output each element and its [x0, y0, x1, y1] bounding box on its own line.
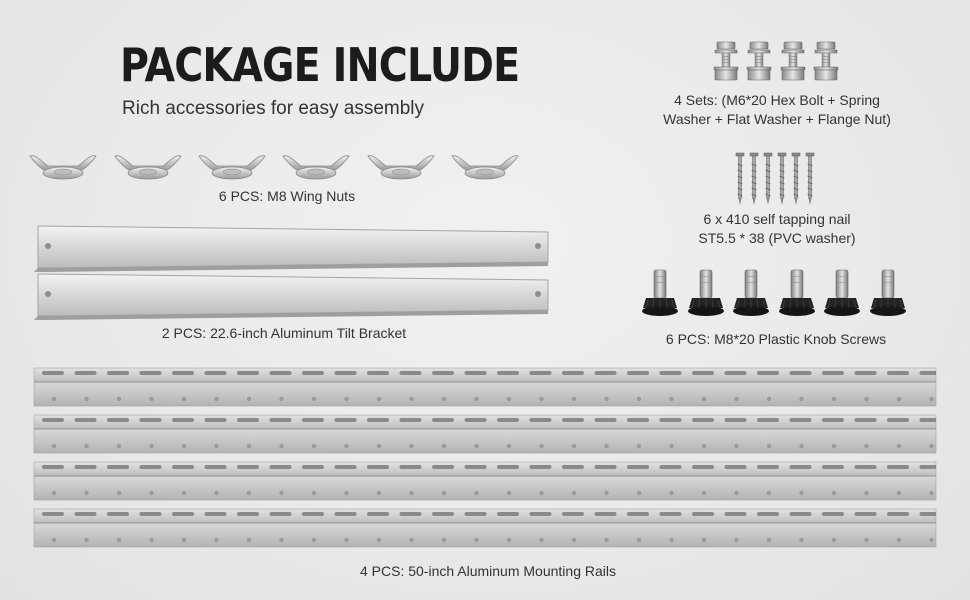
mounting-rail-icon [32, 366, 938, 554]
nail-caption-line2: ST5.5 * 38 (PVC washer) [698, 230, 856, 246]
wing-nut-caption: 6 PCS: M8 Wing Nuts [218, 188, 356, 204]
hex-bolt-caption-line1: 4 Sets: (M6*20 Hex Bolt + Spring [674, 92, 880, 108]
tilt-bracket-icon [30, 224, 555, 320]
self-tapping-nail-icon [730, 150, 825, 208]
hex-bolt-icon [706, 40, 846, 86]
wing-nut-icon [28, 150, 528, 186]
page-title: PACKAGE INCLUDE [120, 38, 520, 92]
hex-bolt-caption-line2: Washer + Flat Washer + Flange Nut) [663, 111, 891, 127]
page-subtitle: Rich accessories for easy assembly [122, 98, 424, 119]
nail-caption-line1: 6 x 410 self tapping nail [703, 211, 851, 227]
nail-caption [648, 210, 906, 248]
mounting-rail-caption: 4 PCS: 50-inch Aluminum Mounting Rails [359, 563, 616, 579]
knob-screw-caption: 6 PCS: M8*20 Plastic Knob Screws [665, 331, 887, 347]
hex-bolt-caption [648, 91, 906, 129]
tilt-bracket-caption: 2 PCS: 22.6-inch Aluminum Tilt Bracket [161, 325, 407, 341]
knob-screw-icon [630, 266, 920, 318]
